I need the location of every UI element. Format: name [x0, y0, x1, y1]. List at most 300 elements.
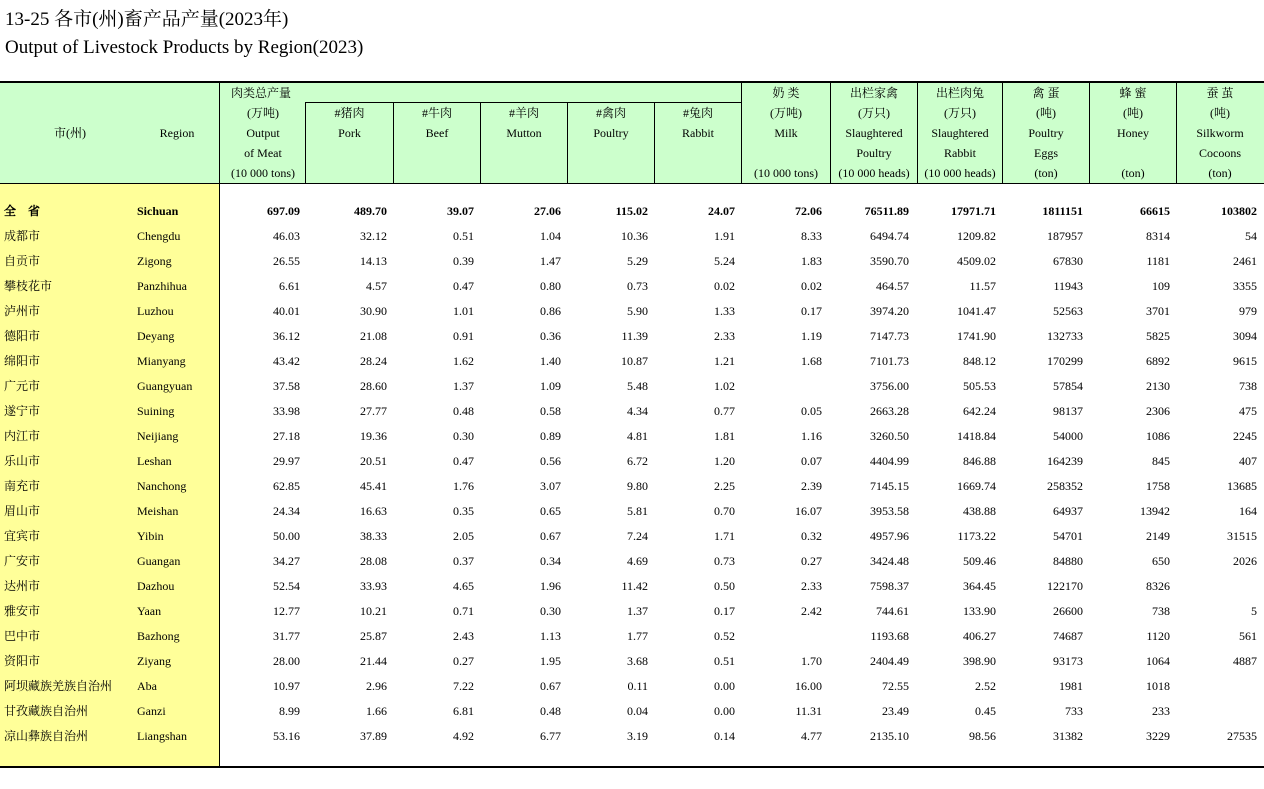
table-cell: 54: [1245, 229, 1257, 243]
table-cell: 11.39: [621, 329, 648, 343]
table-cell: 5: [1251, 604, 1257, 618]
table-cell: 眉山市: [4, 504, 41, 518]
table-cell: 24.07: [708, 204, 735, 218]
table-cell: 0.32: [801, 529, 822, 543]
table-cell: 7598.37: [870, 579, 909, 593]
table-cell: 11943: [1053, 279, 1083, 293]
table-cell: Bazhong: [137, 629, 180, 643]
table-cell: 0.17: [714, 604, 735, 618]
table-cell: 1.66: [366, 704, 387, 718]
table-cell: Yibin: [137, 529, 164, 543]
table-cell: [1177, 574, 1257, 599]
table-cell: 2149: [1146, 529, 1170, 543]
table-cell: 0.56: [540, 454, 561, 468]
table-title-en: Output of Livestock Products by Region(2023): [5, 37, 364, 58]
table-cell: 170299: [1047, 354, 1083, 368]
table-cell: 84880: [1053, 554, 1083, 568]
table-cell: 1.81: [714, 429, 735, 443]
table-cell: 6892: [1146, 354, 1170, 368]
table-cell: 0.71: [453, 604, 474, 618]
table-cell: 0.77: [714, 404, 735, 418]
region-en-header: Region: [159, 126, 195, 140]
table-cell: 29.97: [273, 454, 300, 468]
table-cell: 10.97: [273, 679, 300, 693]
table-cell: 阿坝藏族羌族自治州: [4, 679, 113, 693]
table-cell: 0.67: [540, 679, 561, 693]
table-cell: 98137: [1053, 404, 1083, 418]
table-cell: 26.55: [273, 254, 300, 268]
table-cell: 8314: [1146, 229, 1170, 243]
table-cell: 2.25: [714, 479, 735, 493]
table-cell: 23.49: [882, 704, 909, 718]
table-cell: 1741.90: [957, 329, 996, 343]
table-cell: 4.34: [627, 404, 648, 418]
table-cell: 0.45: [975, 704, 996, 718]
table-cell: 364.45: [963, 579, 996, 593]
table-cell: 1.09: [540, 379, 561, 393]
table-cell: 62.85: [273, 479, 300, 493]
table-cell: 1.04: [540, 229, 561, 243]
table-cell: 0.80: [540, 279, 561, 293]
table-cell: 27.18: [273, 429, 300, 443]
table-cell: 3756.00: [870, 379, 909, 393]
table-title-cn: 13-25 各市(州)畜产品产量(2023年): [5, 9, 289, 30]
table-cell: 64937: [1053, 504, 1083, 518]
table-cell: 2461: [1233, 254, 1257, 268]
table-cell: 10.87: [621, 354, 648, 368]
table-cell: 0.00: [714, 704, 735, 718]
table-cell: 1.40: [540, 354, 561, 368]
table-cell: 31515: [1227, 529, 1257, 543]
table-cell: 0.51: [714, 654, 735, 668]
table-cell: 26600: [1053, 604, 1083, 618]
table-cell: 1.02: [714, 379, 735, 393]
table-cell: 6.81: [453, 704, 474, 718]
table-cell: 2135.10: [870, 729, 909, 743]
table-cell: 74687: [1053, 629, 1083, 643]
table-cell: 1041.47: [957, 304, 996, 318]
table-cell: 雅安市: [4, 604, 41, 618]
table-cell: 0.48: [540, 704, 561, 718]
table-cell: [742, 374, 822, 399]
table-cell: 1.83: [801, 254, 822, 268]
table-cell: 846.88: [963, 454, 996, 468]
table-cell: 0.30: [540, 604, 561, 618]
table-cell: 13942: [1140, 504, 1170, 518]
table-cell: 攀枝花市: [4, 279, 53, 293]
table-cell: 109: [1152, 279, 1170, 293]
table-cell: 122170: [1047, 579, 1083, 593]
table-cell: 0.47: [453, 279, 474, 293]
table-cell: 187957: [1047, 229, 1083, 243]
table-cell: 0.47: [453, 454, 474, 468]
table-cell: 1669.74: [957, 479, 996, 493]
table-cell: 406.27: [963, 629, 996, 643]
table-cell: 1120: [1146, 629, 1170, 643]
table-cell: [1177, 699, 1257, 724]
table-cell: 1.13: [540, 629, 561, 643]
table-cell: 30.90: [360, 304, 387, 318]
table-cell: 成都市: [4, 229, 41, 243]
table-cell: Panzhihua: [137, 279, 187, 293]
table-cell: 5.24: [714, 254, 735, 268]
table-cell: 642.24: [963, 404, 996, 418]
table-cell: 1.47: [540, 254, 561, 268]
table-cell: Liangshan: [137, 729, 187, 743]
table-cell: 3.07: [540, 479, 561, 493]
table-cell: 1.68: [801, 354, 822, 368]
table-cell: 2.42: [801, 604, 822, 618]
table-cell: 979: [1239, 304, 1257, 318]
table-cell: 3424.48: [870, 554, 909, 568]
table-cell: 全 省: [4, 204, 41, 218]
table-cell: 1193.68: [870, 629, 909, 643]
table-cell: 33.93: [360, 579, 387, 593]
table-cell: 1.16: [801, 429, 822, 443]
table-cell: 37.89: [360, 729, 387, 743]
table-cell: 57854: [1053, 379, 1083, 393]
table-cell: 4.57: [366, 279, 387, 293]
table-cell: 2026: [1233, 554, 1257, 568]
table-cell: 36.12: [273, 329, 300, 343]
table-cell: 6494.74: [870, 229, 909, 243]
table-cell: 67830: [1053, 254, 1083, 268]
table-cell: 0.73: [714, 554, 735, 568]
table-cell: 4.92: [453, 729, 474, 743]
table-cell: 泸州市: [4, 304, 41, 318]
table-cell: 54000: [1053, 429, 1083, 443]
table-cell: 115.02: [615, 204, 648, 218]
table-cell: 34.27: [273, 554, 300, 568]
table-cell: 475: [1239, 404, 1257, 418]
poultry-meat-header: #禽肉: [595, 106, 626, 120]
table-cell: 0.48: [453, 404, 474, 418]
table-cell: [1177, 674, 1257, 699]
table-cell: 0.27: [801, 554, 822, 568]
table-cell: Mianyang: [137, 354, 186, 368]
table-cell: 0.73: [627, 279, 648, 293]
table-cell: 0.39: [453, 254, 474, 268]
table-cell: 1.20: [714, 454, 735, 468]
table-cell: 宜宾市: [4, 529, 41, 543]
table-cell: 40.01: [273, 304, 300, 318]
table-cell: 1.96: [540, 579, 561, 593]
table-cell: Ziyang: [137, 654, 171, 668]
table-cell: 3953.58: [870, 504, 909, 518]
table-cell: 2663.28: [870, 404, 909, 418]
table-cell: 0.91: [453, 329, 474, 343]
table-cell: 845: [1152, 454, 1170, 468]
table-cell: 738: [1239, 379, 1257, 393]
table-cell: 11.31: [795, 704, 822, 718]
table-cell: 37.58: [273, 379, 300, 393]
table-cell: 1209.82: [957, 229, 996, 243]
region-cn-header: 市(州): [54, 126, 86, 140]
table-cell: 0.86: [540, 304, 561, 318]
table-cell: 5.29: [627, 254, 648, 268]
table-cell: 0.05: [801, 404, 822, 418]
table-cell: 407: [1239, 454, 1257, 468]
table-cell: 自贡市: [4, 254, 41, 268]
table-cell: 3974.20: [870, 304, 909, 318]
table-cell: 20.51: [360, 454, 387, 468]
table-cell: Luzhou: [137, 304, 174, 318]
table-cell: 19.36: [360, 429, 387, 443]
table-cell: 巴中市: [4, 629, 41, 643]
table-cell: 10.36: [621, 229, 648, 243]
table-cell: 0.51: [453, 229, 474, 243]
table-cell: 505.53: [963, 379, 996, 393]
table-cell: 0.02: [801, 279, 822, 293]
table-cell: 0.89: [540, 429, 561, 443]
table-cell: Guangyuan: [137, 379, 193, 393]
table-cell: 2.43: [453, 629, 474, 643]
table-cell: 3590.70: [870, 254, 909, 268]
table-cell: 132733: [1047, 329, 1083, 343]
table-cell: 1981: [1059, 679, 1083, 693]
table-cell: 3355: [1233, 279, 1257, 293]
table-cell: 0.14: [714, 729, 735, 743]
table-cell: 14.13: [360, 254, 387, 268]
table-cell: 2130: [1146, 379, 1170, 393]
table-cell: 甘孜藏族自治州: [4, 704, 89, 718]
table-cell: 8.99: [279, 704, 300, 718]
table-cell: 0.58: [540, 404, 561, 418]
table-cell: 11.57: [969, 279, 996, 293]
table-cell: 28.24: [360, 354, 387, 368]
slaughtered-rabbit-header: 出栏肉兔: [935, 86, 984, 100]
table-cell: 45.41: [360, 479, 387, 493]
table-cell: 27.06: [534, 204, 561, 218]
table-cell: 464.57: [876, 279, 909, 293]
table-cell: Suining: [137, 404, 175, 418]
table-cell: 0.65: [540, 504, 561, 518]
table-cell: 1.37: [627, 604, 648, 618]
table-cell: 德阳市: [4, 329, 41, 343]
table-cell: 1.21: [714, 354, 735, 368]
table-cell: 53.16: [273, 729, 300, 743]
table-cell: 1.01: [453, 304, 474, 318]
table-cell: 1.62: [453, 354, 474, 368]
table-cell: 103802: [1221, 204, 1257, 218]
table-cell: 733: [1065, 704, 1083, 718]
table-cell: 164239: [1047, 454, 1083, 468]
table-cell: Neijiang: [137, 429, 179, 443]
table-cell: 4887: [1233, 654, 1257, 668]
table-cell: 广安市: [4, 554, 41, 568]
table-cell: 28.00: [273, 654, 300, 668]
table-cell: 561: [1239, 629, 1257, 643]
table-cell: 33.98: [273, 404, 300, 418]
table-cell: 50.00: [273, 529, 300, 543]
table-cell: 遂宁市: [4, 404, 41, 418]
table-cell: Zigong: [137, 254, 172, 268]
table-cell: 738: [1152, 604, 1170, 618]
table-cell: 7101.73: [870, 354, 909, 368]
table-cell: 3.19: [627, 729, 648, 743]
table-cell: 2.52: [975, 679, 996, 693]
table-cell: 21.08: [360, 329, 387, 343]
table-cell: 7.24: [627, 529, 648, 543]
table-cell: 达州市: [4, 579, 41, 593]
table-cell: 凉山彝族自治州: [4, 729, 89, 743]
table-cell: 0.50: [714, 579, 735, 593]
table-cell: Aba: [137, 679, 157, 693]
table-cell: 6.77: [540, 729, 561, 743]
table-cell: Ganzi: [137, 704, 166, 718]
table-cell: 0.34: [540, 554, 561, 568]
table-cell: 0.37: [453, 554, 474, 568]
table-cell: 12.77: [273, 604, 300, 618]
table-cell: 9.80: [627, 479, 648, 493]
table-cell: 0.52: [714, 629, 735, 643]
table-cell: 28.60: [360, 379, 387, 393]
table-cell: 43.42: [273, 354, 300, 368]
table-cell: 1.91: [714, 229, 735, 243]
table-cell: 848.12: [963, 354, 996, 368]
honey-header: 蜂 蜜: [1119, 86, 1147, 100]
table-cell: 4.77: [801, 729, 822, 743]
table-cell: 54701: [1053, 529, 1083, 543]
table-cell: 27.77: [360, 404, 387, 418]
table-cell: 0.27: [453, 654, 474, 668]
table-cell: 39.07: [447, 204, 474, 218]
table-cell: 438.88: [963, 504, 996, 518]
table-cell: 2.39: [801, 479, 822, 493]
table-cell: 2.33: [714, 329, 735, 343]
table-cell: 4957.96: [870, 529, 909, 543]
table-cell: 1811151: [1042, 204, 1083, 218]
table-cell: Nanchong: [137, 479, 187, 493]
table-cell: 7.22: [453, 679, 474, 693]
table-cell: 8.33: [801, 229, 822, 243]
table-cell: 4.65: [453, 579, 474, 593]
table-cell: 25.87: [360, 629, 387, 643]
table-cell: 38.33: [360, 529, 387, 543]
table-cell: 5.48: [627, 379, 648, 393]
table-cell: 2245: [1233, 429, 1257, 443]
table-cell: 7147.73: [870, 329, 909, 343]
table-cell: 1.76: [453, 479, 474, 493]
table-cell: 2.96: [366, 679, 387, 693]
table-cell: 76511.89: [864, 204, 909, 218]
table-cell: 0.30: [453, 429, 474, 443]
table-cell: 66615: [1140, 204, 1170, 218]
table-cell: 4.69: [627, 554, 648, 568]
table-cell: 93173: [1053, 654, 1083, 668]
table-cell: 31.77: [273, 629, 300, 643]
table-cell: 98.56: [969, 729, 996, 743]
table-cell: 0.07: [801, 454, 822, 468]
table-cell: 1.70: [801, 654, 822, 668]
table-cell: 133.90: [963, 604, 996, 618]
table-cell: 1086: [1146, 429, 1170, 443]
table-cell: Meishan: [137, 504, 179, 518]
meat-group-header: 肉类总产量: [231, 86, 292, 100]
table-cell: 0.36: [540, 329, 561, 343]
table-cell: 3094: [1233, 329, 1257, 343]
table-cell: 2306: [1146, 404, 1170, 418]
table-cell: 8326: [1146, 579, 1170, 593]
table-cell: 52.54: [273, 579, 300, 593]
table-cell: 10.21: [360, 604, 387, 618]
table-cell: 13685: [1227, 479, 1257, 493]
table-cell: 16.07: [795, 504, 822, 518]
table-cell: 21.44: [360, 654, 387, 668]
beef-header: #牛肉: [421, 106, 452, 120]
bottom-rule: [0, 766, 1264, 768]
table-cell: 2.05: [453, 529, 474, 543]
table-cell: 0.04: [627, 704, 648, 718]
table-cell: Deyang: [137, 329, 175, 343]
table-cell: 0.02: [714, 279, 735, 293]
table-cell: 7145.15: [870, 479, 909, 493]
table-cell: Dazhou: [137, 579, 175, 593]
table-cell: 233: [1152, 704, 1170, 718]
table-cell: 广元市: [4, 379, 41, 393]
table-cell: 650: [1152, 554, 1170, 568]
table-cell: 1.37: [453, 379, 474, 393]
table-cell: 258352: [1047, 479, 1083, 493]
table-cell: [742, 624, 822, 649]
table-cell: 绵阳市: [4, 354, 41, 368]
table-cell: 398.90: [963, 654, 996, 668]
milk-header: 奶 类: [772, 86, 800, 100]
table-cell: 6.61: [279, 279, 300, 293]
table-cell: 内江市: [4, 429, 41, 443]
table-cell: 1758: [1146, 479, 1170, 493]
table-cell: Guangan: [137, 554, 181, 568]
table-cell: 1.71: [714, 529, 735, 543]
table-cell: 744.61: [876, 604, 909, 618]
silkworm-cocoons-header: 蚕 茧: [1206, 86, 1234, 100]
table-cell: 32.12: [360, 229, 387, 243]
table-cell: 0.11: [627, 679, 648, 693]
table-cell: 4509.02: [957, 254, 996, 268]
slaughtered-poultry-header: 出栏家禽: [849, 86, 898, 100]
table-cell: 3701: [1146, 304, 1170, 318]
table-cell: 1.19: [801, 329, 822, 343]
table-cell: 24.34: [273, 504, 300, 518]
poultry-eggs-header: 禽 蛋: [1032, 86, 1060, 100]
table-cell: 72.06: [795, 204, 822, 218]
table-cell: 5825: [1146, 329, 1170, 343]
table-cell: 3229: [1146, 729, 1170, 743]
table-cell: 9615: [1233, 354, 1257, 368]
header-bottom-rule: [0, 183, 1264, 184]
table-cell: 28.08: [360, 554, 387, 568]
table-cell: Chengdu: [137, 229, 181, 243]
table-cell: 2404.49: [870, 654, 909, 668]
table-cell: 11.42: [621, 579, 648, 593]
table-cell: 2.33: [801, 579, 822, 593]
table-cell: 16.00: [795, 679, 822, 693]
table-cell: 697.09: [267, 204, 300, 218]
table-cell: 164: [1239, 504, 1257, 518]
table-cell: 5.90: [627, 304, 648, 318]
table-cell: Yaan: [137, 604, 162, 618]
table-cell: 乐山市: [4, 454, 41, 468]
table-cell: 0.00: [714, 679, 735, 693]
pork-header: #猪肉: [334, 106, 365, 120]
table-cell: 南充市: [4, 479, 41, 493]
table-cell: 1173.22: [957, 529, 996, 543]
table-cell: 489.70: [354, 204, 387, 218]
table-cell: 509.46: [963, 554, 996, 568]
table-cell: 16.63: [360, 504, 387, 518]
table-cell: 1064: [1146, 654, 1170, 668]
table-cell: 1.77: [627, 629, 648, 643]
